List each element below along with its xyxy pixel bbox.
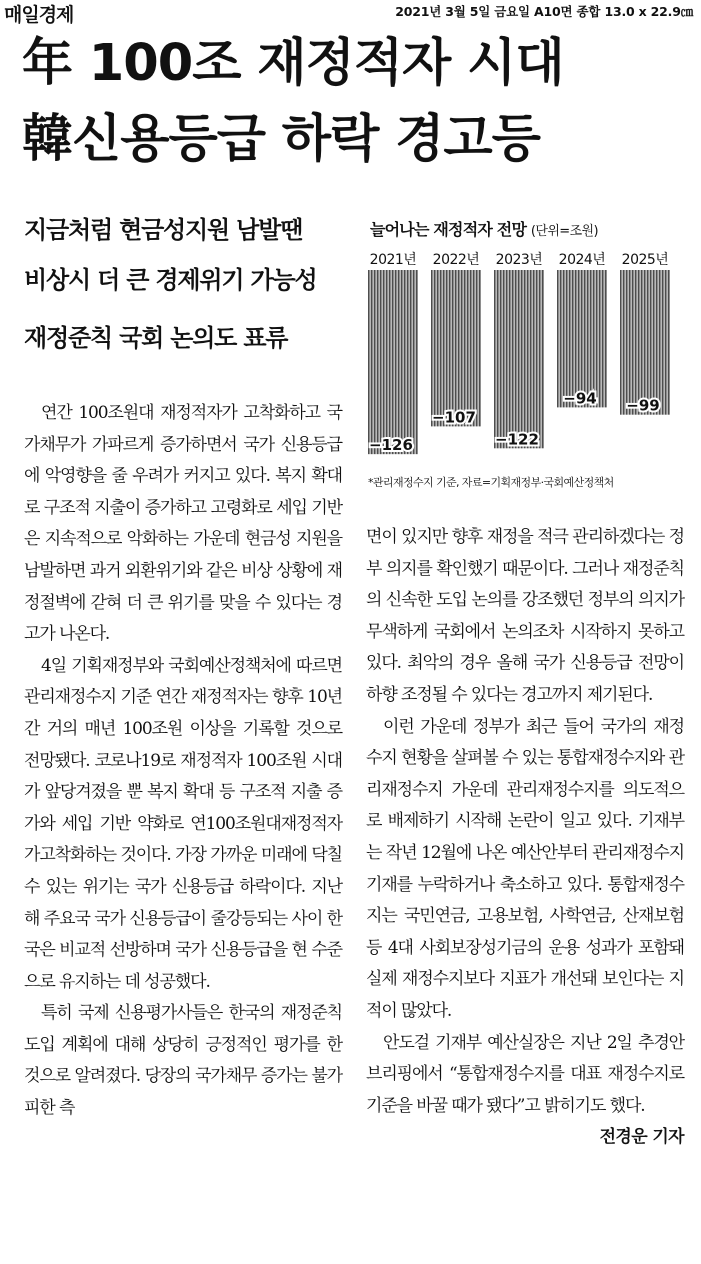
paragraph: 4일 기획재정부와 국회예산정책처에 따르면 관리재정수지 기준 연간 재정적자는 향후 10년간 거의 매년 100조원 이상을 기록할 것으로 전망됐다. 코로나19로 재정적자 100조원 시대가 앞당겨졌을 뿐 복지 확대 등 구조적 지출 증가와 세입 기반 약화로 연100조원대재정적자가고착화하는 것이다. 가장 가까운 미래에 닥칠 수 있는 위기는 국가 신용등급 하락이다. 지난해 주요국 국가 신용등급이 줄강등되는 사이 한국은 비교적 선방하며 국가 신용등급을 현 수준으로 유지하는 데 성공했다. <box>24 655 342 992</box>
category-label: 2025년 <box>621 252 669 268</box>
chart-unit: (단위=조원) <box>530 224 598 239</box>
headline-line-2: 韓신용등급 하락 경고등 <box>22 110 540 169</box>
category-label: 2021년 <box>369 252 417 268</box>
category-label: 2023년 <box>495 252 543 268</box>
paragraph: 연간 100조원대 재정적자가 고착화하고 국가채무가 가파르게 증가하면서 국가 신용등급에 악영향을 줄 우려가 커지고 있다. 복지 확대로 구조적 지출이 증가하고 고령화로 세입 기반은 지속적으로 악화하는 가운데 현금성 지원을 남발하면 과거 외환위기와 같은 비상 상황에 재정절벽에 갇혀 더 큰 위기를 맞을 수 있다는 경고가 나온다. <box>24 403 342 645</box>
deficit-bar-chart <box>362 246 692 466</box>
deficit-bar <box>620 270 670 415</box>
bar-value-label: −126 <box>369 436 413 455</box>
paragraph <box>366 1028 684 1148</box>
deficit-bar <box>431 270 481 426</box>
bar-value-label: −99 <box>626 396 660 415</box>
subhead-1: 지금처럼 현금성지원 남발땐 <box>24 216 303 244</box>
paragraph: 특히 국제 신용평가사들은 한국의 재정준칙 도입 계획에 대해 상당히 긍정적인 평가를 한 것으로 알려졌다. 당장의 국가채무 증가는 불가피한 측 <box>24 1003 342 1119</box>
subhead-3: 재정준칙 국회 논의도 표류 <box>24 324 288 352</box>
subhead-2: 비상시 더 큰 경제위기 가능성 <box>24 266 317 294</box>
category-label: 2022년 <box>432 252 480 268</box>
paragraph: 이런 가운데 정부가 최근 들어 국가의 재정수지 현황을 살펴볼 수 있는 통합재정수지와 관리재정수지 가운데 관리재정수지를 의도적으로 배제하기 시작해 논란이 일고 있다. 기재부는 작년 12월에 나온 예산안부터 관리재정수지 기재를 누락하거나 축소하고 있다. 통합재정수지는 국민연금, 고용보험, 사학연금, 산재보험 등 4대 사회보장성기금의 운용 성과가 포함돼 실제 재정수지보다 지표가 개선돼 보인다는 지적이 많았다. <box>366 716 684 1021</box>
chart-source-note: *관리재정수지 기준, 자료=기획재정부·국회예산정책처 <box>368 476 614 489</box>
article-column-2 <box>366 522 684 1154</box>
paragraph: 면이 있지만 향후 재정을 적극 관리하겠다는 정부 의지를 확인했기 때문이다. 그러나 재정준칙의 신속한 도입 논의를 강조했던 정부의 의지가 무색하게 국회에서 논의조차 시작하지 못하고 있다. 최악의 경우 올해 국가 신용등급 전망이 하향 조정될 수 있다는 경고까지 제기된다. <box>366 527 684 705</box>
publication-dateline: 2021년 3월 5일 금요일 A10면 종합 13.0 x 22.9㎝ <box>395 4 693 19</box>
article-column-1 <box>24 398 342 1125</box>
newspaper-masthead: 매일경제 <box>4 4 74 26</box>
deficit-bar <box>368 270 418 454</box>
deficit-bar <box>494 270 544 448</box>
paragraph-text: 안도걸 기재부 예산실장은 지난 2일 추경안 브리핑에서 “통합재정수지를 대표 재정수지로 기준을 바꿀 때가 됐다”고 밝히기도 했다. <box>366 1032 684 1116</box>
deficit-bar <box>557 270 607 407</box>
headline-line-1: 年 100조 재정적자 시대 <box>22 34 564 93</box>
chart-title <box>370 217 598 240</box>
chart-title-text: 늘어나는 재정적자 전망 <box>370 220 527 239</box>
bar-value-label: −122 <box>495 430 539 449</box>
category-label: 2024년 <box>558 252 606 268</box>
bar-value-label: −94 <box>563 389 597 408</box>
reporter-byline: 전경운 기자 <box>599 1127 684 1148</box>
bar-value-label: −107 <box>432 408 476 427</box>
